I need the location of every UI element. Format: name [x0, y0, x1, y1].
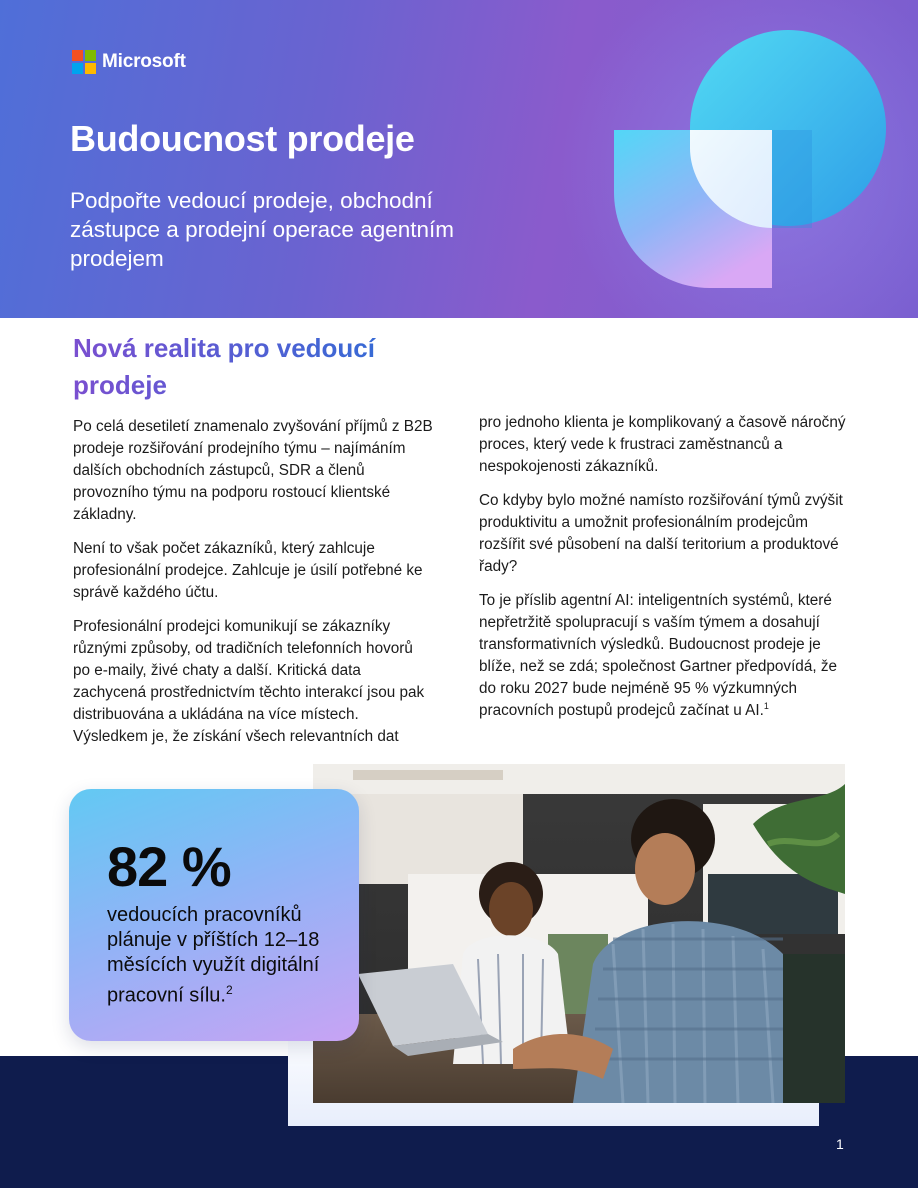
paragraph: Po celá desetiletí znamenalo zvyšování příjmů z B2B prodeje rozšiřování prodejního týmu – najímáním dalších obchodních zástupců, SDR a členů provozního týmu na podporu rostoucí klientské základny.: [73, 418, 433, 523]
paragraph: [479, 590, 854, 722]
right-column: [479, 412, 854, 734]
paragraph: pro jednoho klienta je komplikovaný a časově náročný proces, který vede k frustraci zaměstnanců a nespokojenosti zákazníků.: [479, 414, 846, 475]
hero-banner: [0, 0, 918, 318]
stat-text: vedoucích pracovníků plánuje v příštích 12–18 měsících využít digitální pracovní sílu.: [107, 904, 320, 1007]
stat-card: [69, 789, 359, 1041]
page-subtitle: Podpořte vedoucí prodeje, obchodní zástupce a prodejní operace agentním prodejem: [70, 188, 455, 271]
office-meeting-photo: [313, 764, 845, 1103]
paragraph-text: To je příslib agentní AI: inteligentních systémů, které nepřetržitě spolupracují s vaším týmem a dosahují transformativních výsledků. Budoucnost prodeje je blíže, než se zdá; společnost Gartner předpovídá, že do roku 2027 bude nejméně 95 % výzkumných pracovních postupů prodejců začínat u AI.: [479, 592, 837, 719]
footnote-marker: 1: [763, 700, 769, 711]
microsoft-logo-text: Microsoft: [102, 51, 186, 72]
section-title: Nová realita pro vedoucí prodeje: [73, 330, 433, 404]
footnote-marker: 2: [225, 983, 233, 997]
microsoft-logo-icon: [72, 50, 96, 74]
page-title: Budoucnost prodeje: [70, 118, 415, 159]
copilot-shape-illustration: [600, 20, 900, 310]
stat-value: 82 %: [107, 835, 231, 898]
stat-description: [107, 903, 347, 1009]
left-column: [73, 416, 433, 760]
paragraph: Co kdyby bylo možné namísto rozšiřování týmů zvýšit produktivitu a umožnit profesionálním prodejcům rozšířit své působení na další teritorium a produktové řady?: [479, 492, 843, 575]
paragraph: Profesionální prodejci komunikují se zákazníky různými způsoby, od tradičních telefonních hovorů po e-maily, živé chaty a další. Kritická data zachycená prostřednictvím těchto interakcí jsou pak distribuována a ukládána na více místech. Výsledkem je, že získání všech relevantních dat: [73, 618, 425, 745]
page-number: 1: [836, 1136, 844, 1152]
paragraph: Není to však počet zákazníků, který zahlcuje profesionální prodejce. Zahlcuje je úsilí potřebné ke správě každého účtu.: [73, 540, 423, 601]
microsoft-logo: [72, 50, 186, 74]
